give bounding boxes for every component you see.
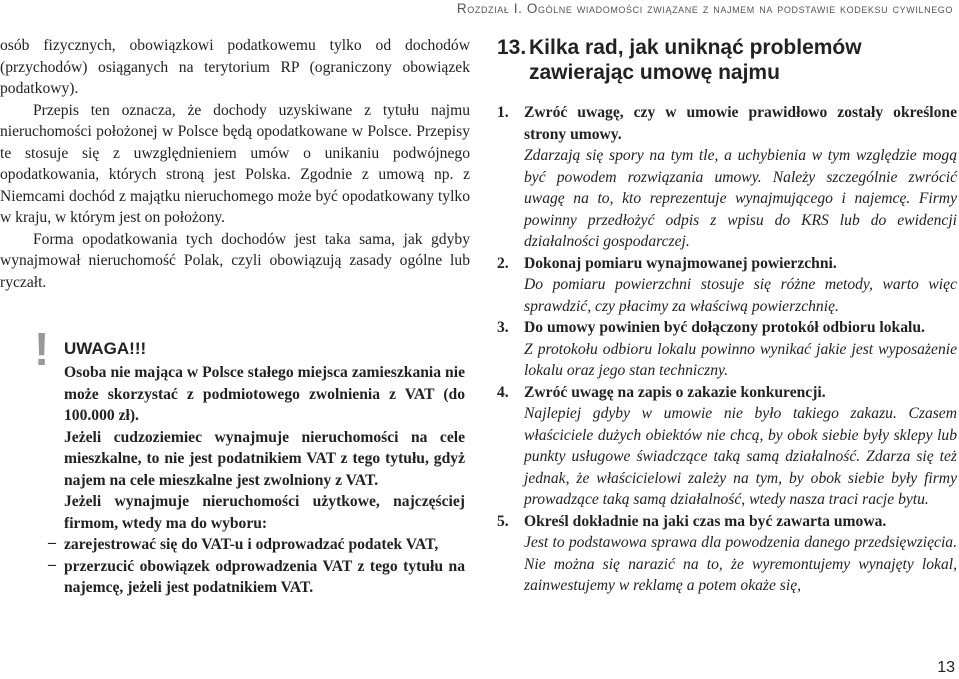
tip-number: 3. — [497, 319, 509, 336]
tip-number: 1. — [497, 104, 509, 121]
tip-item — [497, 511, 957, 597]
tip-heading: Dokonaj pomiaru wynajmowanej powierzchni. — [524, 254, 837, 272]
tip-number: 2. — [497, 254, 509, 272]
option-text: zarejestrować się do VAT-u i odprowadzać podatek VAT, — [64, 536, 439, 553]
tip-number: 4. — [497, 383, 509, 401]
section-number: 13. — [497, 36, 527, 59]
tip-heading: Zwróć uwagę, czy w umowie prawidłowo zostały określone strony umowy. — [524, 104, 957, 143]
tips-list — [497, 102, 957, 597]
option-text: przerzucić obowiązek odprowadzenia VAT z tego tytułu na najemcę, jeżeli jest podatnikiem VAT. — [64, 557, 465, 596]
right-column — [497, 35, 957, 597]
warning-callout — [48, 338, 465, 599]
page-number: 13 — [937, 659, 955, 676]
left-column — [0, 35, 470, 293]
tip-item — [497, 253, 957, 318]
tip-body: Jest to podstawowa sprawa dla powodzenia danego przedsięwzięcia. Nie można się narazić na to, że wyremontujemy wynajęty lokal, zainwestujemy w reklamę a potem okaże się, — [524, 534, 957, 594]
paragraph-2: Przepis ten oznacza, że dochody uzyskiwane z tytułu najmu nieruchomości położonej w Polsce będą opodatkowane w Polsce. Przepisy te stosuje się z uwzględnieniem umów o unikaniu podwójnego opodatkowania, których stroną jest Polska. Zgodnie z umową np. z Niemcami dochód z majątku nieruchomego może być opodatkowany tylko w kraju, w którym jest on położony. — [0, 101, 470, 226]
tip-heading: Zwróć uwagę na zapis o zakazie konkurencji. — [524, 383, 826, 401]
callout-paragraph-1: Osoba nie mająca w Polsce stałego miejsca zamieszkania nie może skorzystać z podmiotowego zwolnienia z VAT (do 100.000 zł). — [64, 364, 465, 424]
paragraph-3: Forma opodatkowania tych dochodów jest taka sama, jak gdyby wynajmował nieruchomość Polak, czyli obowiązują zasady ogólne lub ryczałt. — [0, 230, 470, 291]
tip-body: Zdarzają się spory na tym tle, a uchybienia w tym względzie mogą być powodem rozwiązania umowy. Należy szczególnie zwrócić uwagę na to, kto reprezentuje wynajmującego i najemcę. Firmy powinny przedłożyć odpis z wpisu do KRS lub do ewidencji działalności gospodarczej. — [524, 147, 957, 250]
section-title — [497, 35, 957, 85]
tip-item — [497, 382, 957, 511]
tip-item — [497, 102, 957, 253]
callout-paragraph-3: Jeżeli wynajmuje nieruchomości użytkowe, najczęściej firmom, wtedy ma do wyboru: — [64, 493, 465, 532]
exclamation-icon: ! — [34, 323, 50, 375]
option-item — [48, 556, 465, 599]
running-header: Rozdział I. Ogólne wiadomości związane z najmem na podstawie kodeksu cywilnego — [456, 1, 953, 16]
tip-number: 5. — [497, 512, 509, 530]
tip-body: Z protokołu odbioru lokalu powinno wynikać jakie jest wyposażenie lokalu oraz jego stan techniczny. — [524, 340, 957, 379]
callout-paragraph-2: Jeżeli cudzoziemiec wynajmuje nieruchomości na cele mieszkalne, to nie jest podatnikiem VAT z tego tytułu, gdyż najem na cele mieszkalne jest zwolniony z VAT. — [64, 428, 465, 489]
tip-heading: Do umowy powinien być dołączony protokół odbioru lokalu. — [524, 319, 925, 336]
dash-bullet: – — [48, 534, 56, 551]
tip-heading: Określ dokładnie na jaki czas ma być zawarta umowa. — [524, 512, 887, 530]
paragraph-1: osób fizycznych, obowiązkowi podatkowemu tylko od dochodów (przychodów) osiąganych na terytorium RP (ograniczony obowiązek podatkowy). — [0, 37, 470, 97]
option-item — [48, 534, 465, 556]
dash-bullet: – — [48, 555, 56, 573]
section-title-text: Kilka rad, jak uniknąć problemów zawierając umowę najmu — [529, 36, 862, 84]
tip-item — [497, 317, 957, 382]
callout-title: UWAGA!!! — [64, 339, 147, 358]
tip-body: Najlepiej gdyby w umowie nie było takiego zakazu. Czasem właściciele dużych obiektów nie chcą, by obok siebie były sklepy lub punkty usługowe świadczące taką samą działalność. Zdarza się też jednak, że właścicielowi zależy na tym, by obok siebie były firmy prowadzące taką samą działalność, wtedy nasza traci racje bytu. — [524, 405, 957, 508]
tip-body: Do pomiaru powierzchni stosuje się różne metody, warto więc sprawdzić, czy płacimy za właściwą powierzchnię. — [524, 276, 957, 315]
